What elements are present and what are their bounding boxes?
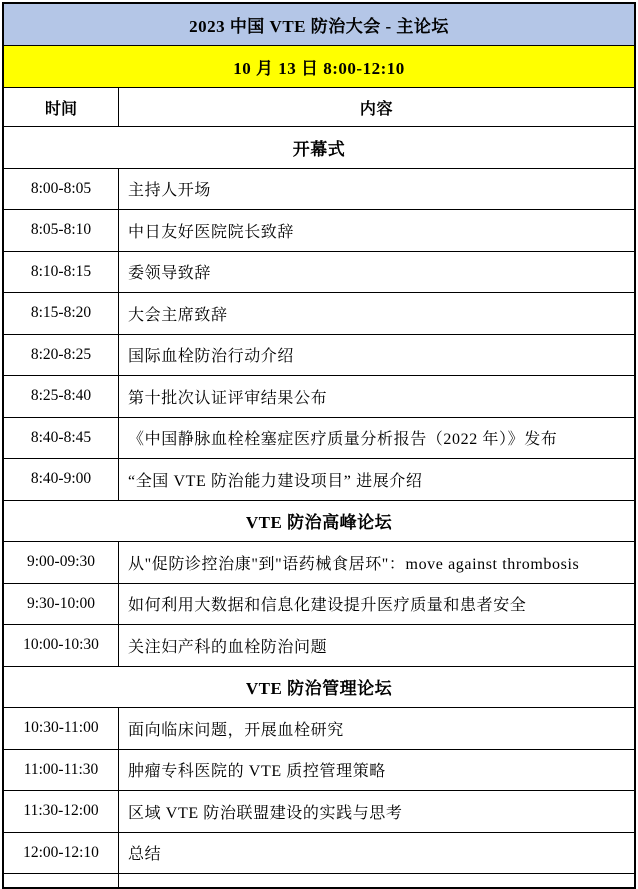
section-header-management-forum — [4, 666, 634, 708]
schedule-row — [4, 292, 634, 334]
content-cell: 如何利用大数据和信息化建设提升医疗质量和患者安全 — [128, 597, 527, 615]
partial-row — [4, 873, 634, 887]
schedule-row — [4, 209, 634, 251]
column-header-time: 时间 — [4, 88, 119, 126]
content-cell: 肿瘤专科医院的 VTE 质控管理策略 — [128, 763, 386, 781]
conference-title: 2023 中国 VTE 防治大会 - 主论坛 — [189, 17, 449, 36]
time-cell: 11:30-12:00 — [4, 791, 119, 832]
time-cell: 8:10-8:15 — [4, 252, 119, 293]
schedule-row — [4, 790, 634, 832]
time-cell: 8:40-8:45 — [4, 418, 119, 459]
section-title: 开幕式 — [292, 139, 346, 159]
schedule-row — [4, 375, 634, 417]
content-cell: 面向临床问题，开展血栓研究 — [128, 721, 344, 739]
conference-title-row — [4, 4, 634, 45]
content-cell: 《中国静脉血栓栓塞症医疗质量分析报告（2022 年）》发布 — [128, 431, 558, 449]
schedule-row — [4, 707, 634, 749]
content-cell: 大会主席致辞 — [128, 306, 228, 324]
column-header-row — [4, 87, 634, 126]
time-cell: 10:30-11:00 — [4, 708, 119, 749]
time-cell — [4, 874, 119, 887]
column-header-content: 内容 — [359, 100, 394, 118]
section-title: VTE 防治高峰论坛 — [245, 513, 393, 533]
content-cell: 总结 — [128, 846, 162, 864]
schedule-row — [4, 458, 634, 500]
schedule-row — [4, 251, 634, 293]
schedule-row — [4, 624, 634, 666]
section-header-summit-forum — [4, 500, 634, 542]
content-cell: 关注妇产科的血栓防治问题 — [128, 638, 328, 656]
content-cell: 国际血栓防治行动介绍 — [128, 348, 295, 366]
schedule-row — [4, 749, 634, 791]
content-cell: 中日友好医院院长致辞 — [128, 223, 295, 241]
date-header-row — [4, 45, 634, 87]
schedule-row — [4, 334, 634, 376]
schedule-row — [4, 541, 634, 583]
date-header: 10 月 13 日 8:00-12:10 — [233, 59, 405, 78]
time-cell: 9:00-09:30 — [4, 542, 119, 583]
schedule-row — [4, 168, 634, 210]
time-cell: 8:40-9:00 — [4, 459, 119, 500]
time-cell: 8:00-8:05 — [4, 169, 119, 210]
content-cell: 区域 VTE 防治联盟建设的实践与思考 — [128, 804, 403, 822]
time-cell: 8:25-8:40 — [4, 376, 119, 417]
time-cell: 8:15-8:20 — [4, 293, 119, 334]
time-cell: 8:05-8:10 — [4, 210, 119, 251]
time-cell: 10:00-10:30 — [4, 625, 119, 666]
time-cell: 9:30-10:00 — [4, 584, 119, 625]
content-cell: 委领导致辞 — [128, 265, 212, 283]
schedule-row — [4, 832, 634, 874]
content-cell: 第十批次认证评审结果公布 — [128, 389, 328, 407]
content-cell — [119, 874, 634, 887]
section-title: VTE 防治管理论坛 — [245, 679, 393, 699]
content-cell: “全国 VTE 防治能力建设项目” 进展介绍 — [128, 472, 423, 490]
content-cell: 主持人开场 — [128, 182, 212, 200]
conference-schedule-table — [2, 2, 636, 889]
time-cell: 12:00-12:10 — [4, 833, 119, 874]
time-cell: 11:00-11:30 — [4, 750, 119, 791]
content-cell: 从"促防诊控治康"到"语药械食居环"：move against thrombosis — [128, 555, 580, 573]
section-header-opening — [4, 126, 634, 168]
schedule-row — [4, 583, 634, 625]
time-cell: 8:20-8:25 — [4, 335, 119, 376]
schedule-row — [4, 417, 634, 459]
